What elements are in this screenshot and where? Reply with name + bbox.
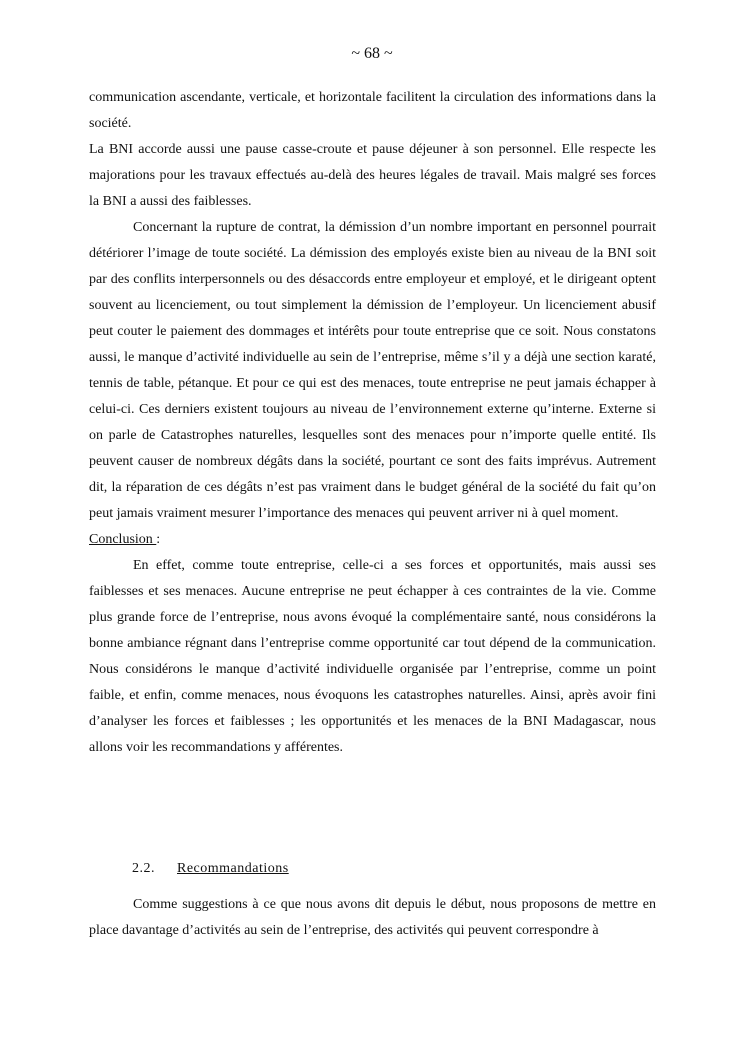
conclusion-heading xyxy=(89,527,656,553)
conclusion-colon: : xyxy=(156,532,161,547)
page-number: ~ 68 ~ xyxy=(351,45,393,62)
paragraph-recommandations: Comme suggestions à ce que nous avons dit depuis le début, nous proposons de mettre en place davantage d’activités au sein de l’entreprise, des activités qui peuvent correspondre à xyxy=(89,897,656,938)
section-number: 2.2. xyxy=(132,861,155,876)
section-heading xyxy=(132,856,289,882)
paragraph-pause: La BNI accorde aussi une pause casse-croute et pause déjeuner à son personnel. Elle respecte les majorations pour les travaux effectués au-delà des heures légales de travail. Mais malgré ses forces la BNI a aussi des faiblesses. xyxy=(89,142,656,209)
conclusion-label: Conclusion xyxy=(89,532,157,547)
body-block-1 xyxy=(89,85,656,761)
paragraph-rupture-contrat: Concernant la rupture de contrat, la démission d’un nombre important en personnel pourrait détériorer l’image de toute société. La démission des employés existe bien au niveau de la BNI soit par des conflits interpersonnels ou des désaccords entre employeur et employé, et le dirigeant optent souvent au licenciement, ou tout simplement la démission de l’employeur. Un licenciement abusif peut couter le paiement des dommages et intérêts pour toute entreprise que ce soit. Nous constatons aussi, le manque d’activité individuelle au sein de l’entreprise, même s’il y a déjà une section karaté, tennis de table, pétanque. Et pour ce qui est des menaces, toute entreprise ne peut jamais échapper à celui-ci. Ces derniers existent toujours au niveau de l’environnement externe qu’interne. Externe si on parle de Catastrophes naturelles, lesquelles sont des menaces pour n’importe quelle entité. Ils peuvent causer de nombreux dégâts dans la société, pourtant ce sont des faits imprévus. Autrement dit, la réparation de ces dégâts n’est pas vraiment dans le budget général de la société du fait qu’on peut jamais vraiment mesurer l’importance des menaces qui peuvent arriver ni à quel moment. xyxy=(89,220,656,521)
paragraph-communication: communication ascendante, verticale, et horizontale facilitent la circulation des informations dans la société. xyxy=(89,90,656,131)
paragraph-conclusion: En effet, comme toute entreprise, celle-ci a ses forces et opportunités, mais aussi ses faiblesses et ses menaces. Aucune entreprise ne peut échapper à ces contraintes de la vie. Comme plus grande force de l’entreprise, nous avons évoqué la complémentaire santé, nous considérons la bonne ambiance régnant dans l’entreprise comme opportunité car tout dépend de la communication. Nous considérons le manque d’activité individuelle organisée par l’entreprise, comme un point faible, et enfin, comme menaces, nous évoquons les catastrophes naturelles. Ainsi, après avoir fini d’analyser les forces et faiblesses ; les opportunités et les menaces de la BNI Madagascar, nous allons voir les recommandations y afférentes. xyxy=(89,558,656,755)
section-title: Recommandations xyxy=(177,861,289,876)
body-block-2 xyxy=(89,892,656,944)
